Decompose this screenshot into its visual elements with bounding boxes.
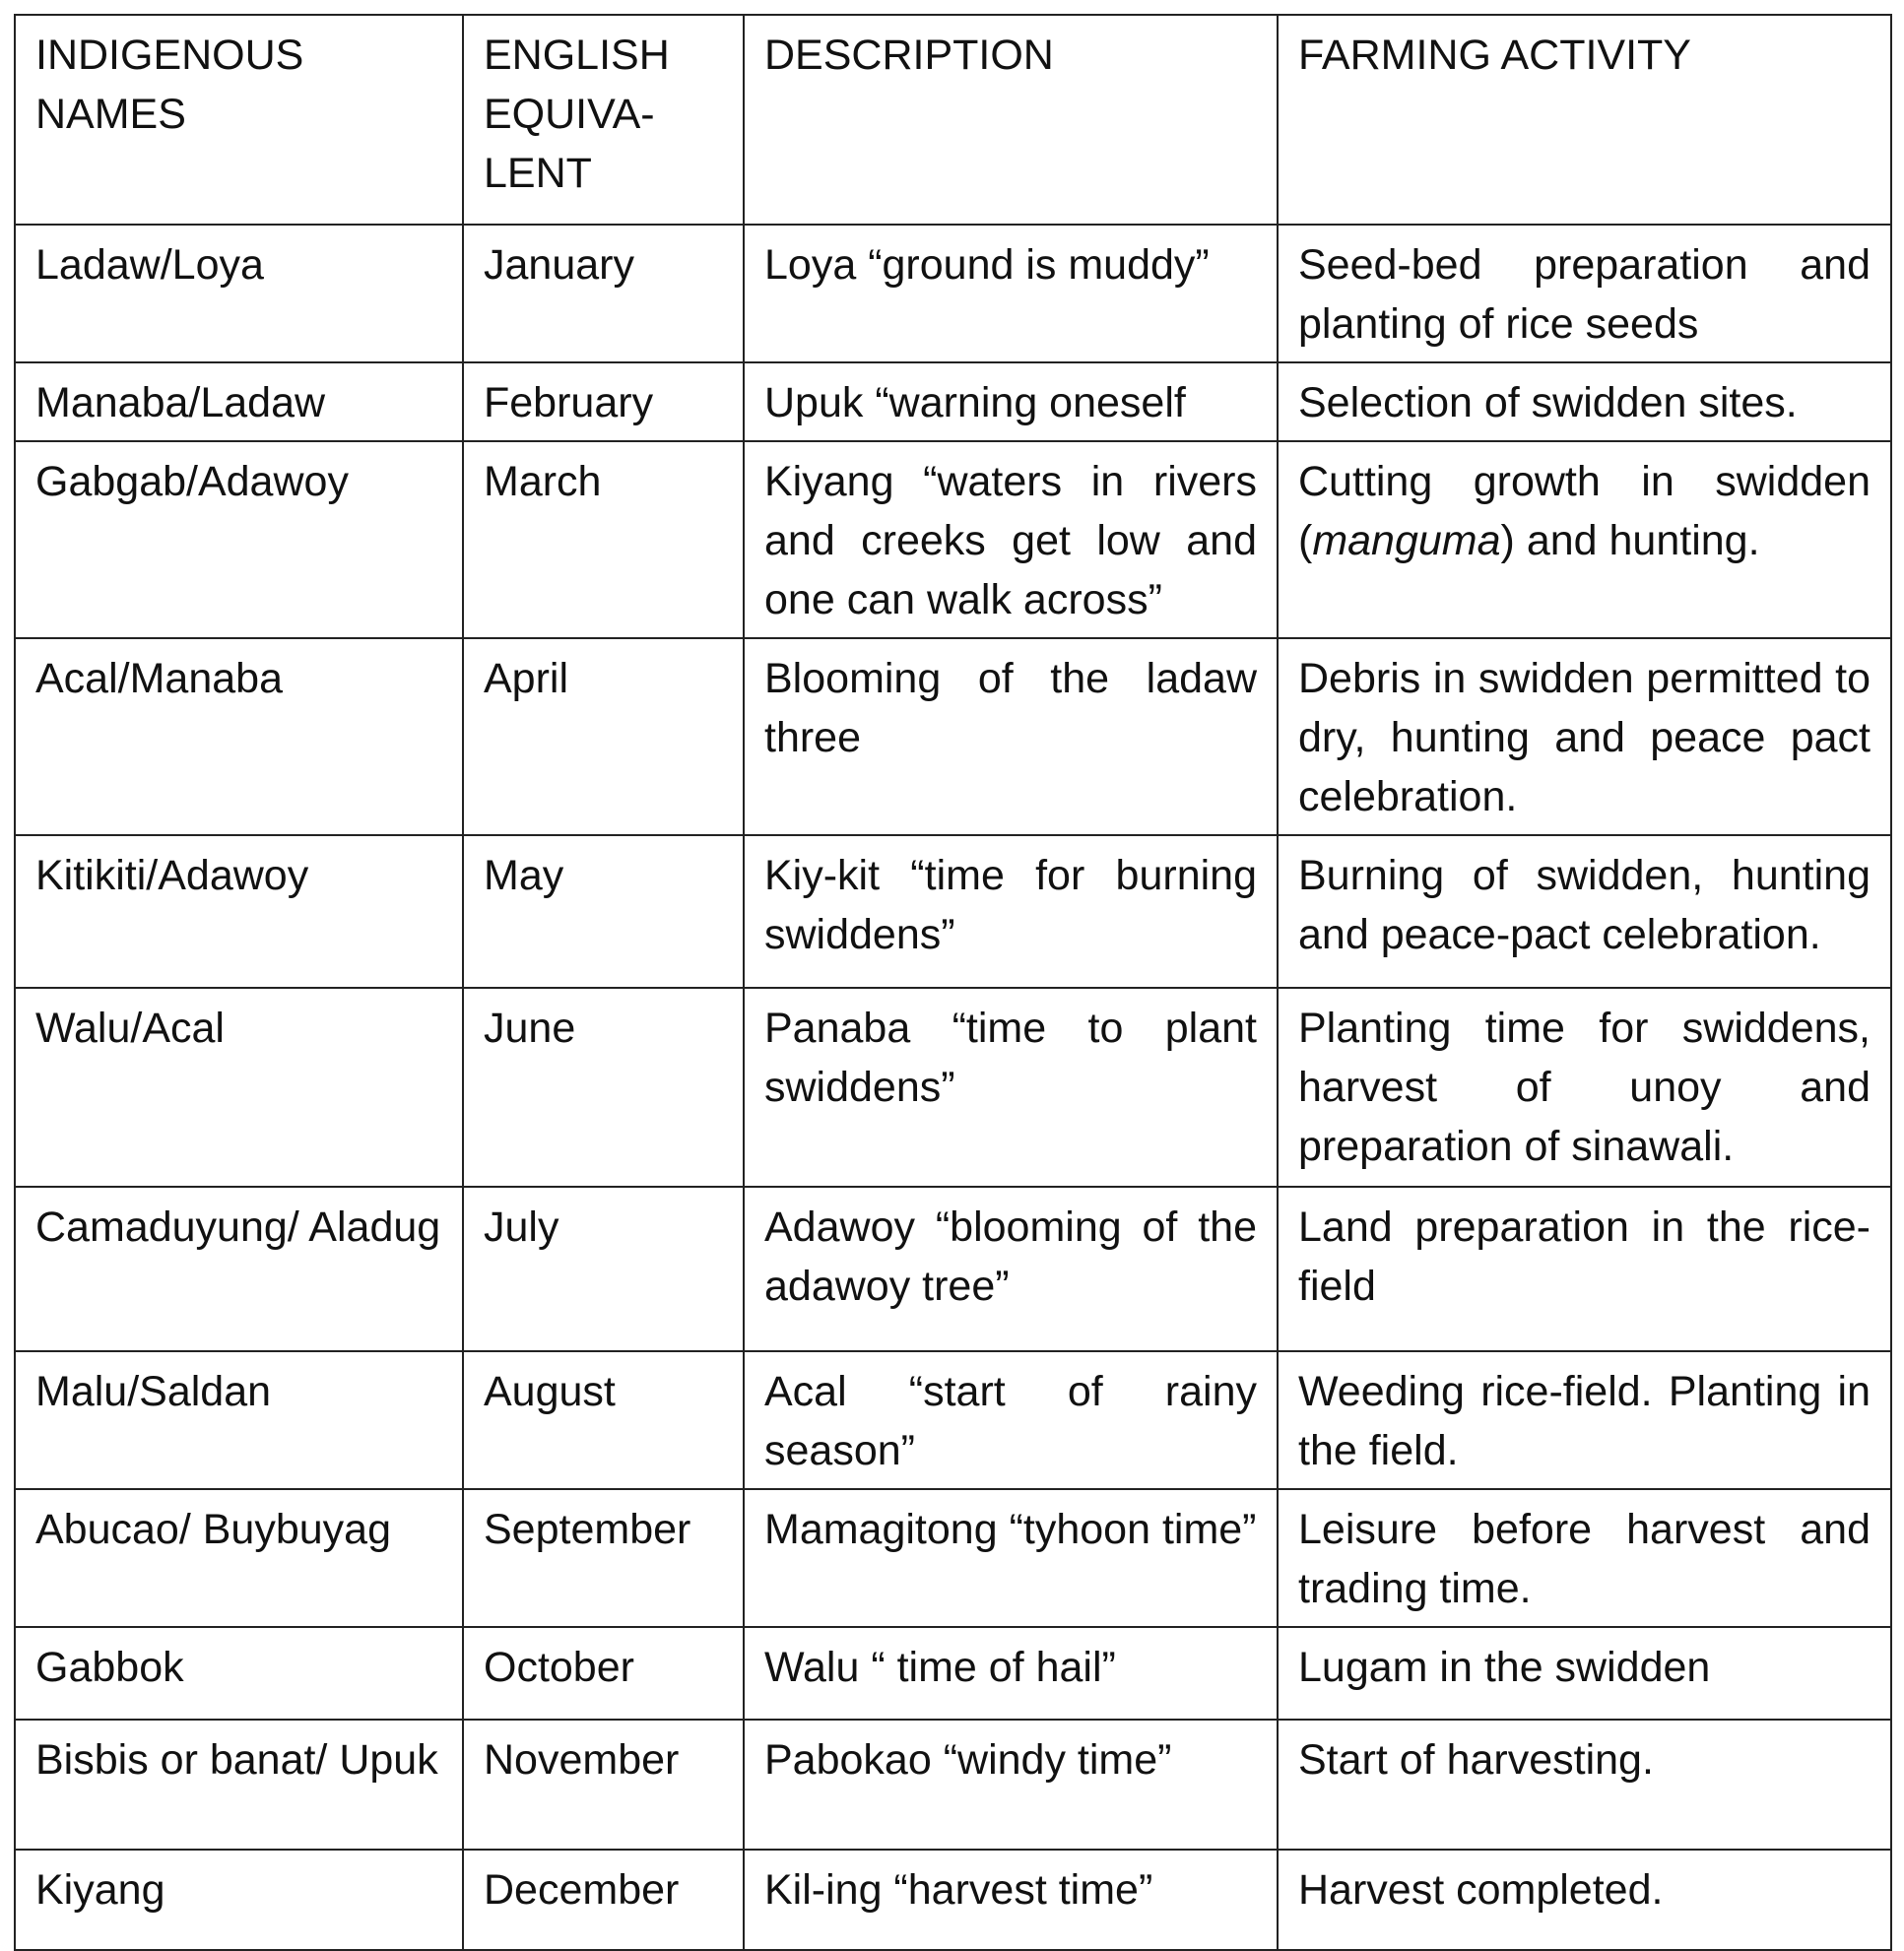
english-month-cell: April: [463, 638, 744, 835]
english-month-cell: January: [463, 225, 744, 362]
english-month-cell: May: [463, 835, 744, 988]
table-row: [15, 225, 1891, 362]
activity-text-before: Cutting growth in swidden (: [1298, 458, 1871, 564]
activity-text-after: ) and hunting.: [1500, 517, 1760, 564]
table-row: [15, 638, 1891, 835]
english-month-cell: June: [463, 988, 744, 1187]
description-cell: Adawoy “blooming of the adawoy tree”: [744, 1187, 1278, 1351]
table-row: [15, 835, 1891, 988]
indigenous-name-cell: Kiyang: [15, 1850, 463, 1950]
english-month-cell: September: [463, 1489, 744, 1627]
description-cell: Kil-ing “harvest time”: [744, 1850, 1278, 1950]
activity-text-italic: manguma: [1312, 517, 1501, 564]
farming-activity-cell: Weeding rice-field. Planting in the field.: [1278, 1351, 1891, 1489]
header-indigenous-names: INDIGENOUS NAMES: [15, 15, 463, 225]
description-cell: Pabokao “windy time”: [744, 1720, 1278, 1850]
farming-activity-cell: Debris in swidden permitted to dry, hunting and peace pact celebration.: [1278, 638, 1891, 835]
indigenous-name-cell: Acal/Manaba: [15, 638, 463, 835]
english-month-cell: December: [463, 1850, 744, 1950]
farming-activity-cell: [1278, 441, 1891, 638]
farming-activity-cell: Planting time for swiddens, harvest of unoy and preparation of sinawali.: [1278, 988, 1891, 1187]
description-cell: Panaba “time to plant swiddens”: [744, 988, 1278, 1187]
description-cell: Kiyang “waters in rivers and creeks get low and one can walk across”: [744, 441, 1278, 638]
english-month-cell: July: [463, 1187, 744, 1351]
table-row: [15, 1850, 1891, 1950]
farming-activity-cell: Land preparation in the rice-field: [1278, 1187, 1891, 1351]
indigenous-name-cell: Bisbis or banat/ Upuk: [15, 1720, 463, 1850]
description-cell: Walu “ time of hail”: [744, 1627, 1278, 1720]
table-row: [15, 362, 1891, 441]
indigenous-name-cell: Ladaw/Loya: [15, 225, 463, 362]
table-row: [15, 1627, 1891, 1720]
description-cell: Blooming of the ladaw three: [744, 638, 1278, 835]
indigenous-name-cell: Kitikiti/Adawoy: [15, 835, 463, 988]
table-row: [15, 1187, 1891, 1351]
indigenous-name-cell: Malu/Saldan: [15, 1351, 463, 1489]
farming-activity-cell: Burning of swidden, hunting and peace-pact celebration.: [1278, 835, 1891, 988]
table-row: [15, 1720, 1891, 1850]
farming-activity-cell: Selection of swidden sites.: [1278, 362, 1891, 441]
english-month-cell: March: [463, 441, 744, 638]
table-row: [15, 1489, 1891, 1627]
farming-activity-cell: Seed-bed preparation and planting of rice seeds: [1278, 225, 1891, 362]
header-description: DESCRIPTION: [744, 15, 1278, 225]
english-month-cell: November: [463, 1720, 744, 1850]
header-english-equivalent: ENGLISH EQUIVA-LENT: [463, 15, 744, 225]
description-cell: Loya “ground is muddy”: [744, 225, 1278, 362]
indigenous-name-cell: Manaba/Ladaw: [15, 362, 463, 441]
header-row: [15, 15, 1891, 225]
table-row: [15, 1351, 1891, 1489]
indigenous-name-cell: Gabgab/Adawoy: [15, 441, 463, 638]
description-cell: Mamagitong “tyhoon time”: [744, 1489, 1278, 1627]
calendar-table: [14, 14, 1892, 1951]
english-month-cell: February: [463, 362, 744, 441]
indigenous-name-cell: Abucao/ Buybuyag: [15, 1489, 463, 1627]
farming-activity-cell: Start of harvesting.: [1278, 1720, 1891, 1850]
farming-activity-cell: Lugam in the swidden: [1278, 1627, 1891, 1720]
table-row: [15, 441, 1891, 638]
header-farming-activity: FARMING ACTIVITY: [1278, 15, 1891, 225]
indigenous-name-cell: Camaduyung/ Aladug: [15, 1187, 463, 1351]
table-row: [15, 988, 1891, 1187]
english-month-cell: August: [463, 1351, 744, 1489]
indigenous-name-cell: Gabbok: [15, 1627, 463, 1720]
description-cell: Upuk “warning oneself: [744, 362, 1278, 441]
english-month-cell: October: [463, 1627, 744, 1720]
description-cell: Acal “start of rainy season”: [744, 1351, 1278, 1489]
indigenous-name-cell: Walu/Acal: [15, 988, 463, 1187]
description-cell: Kiy-kit “time for burning swiddens”: [744, 835, 1278, 988]
farming-activity-cell: Leisure before harvest and trading time.: [1278, 1489, 1891, 1627]
farming-activity-cell: Harvest completed.: [1278, 1850, 1891, 1950]
